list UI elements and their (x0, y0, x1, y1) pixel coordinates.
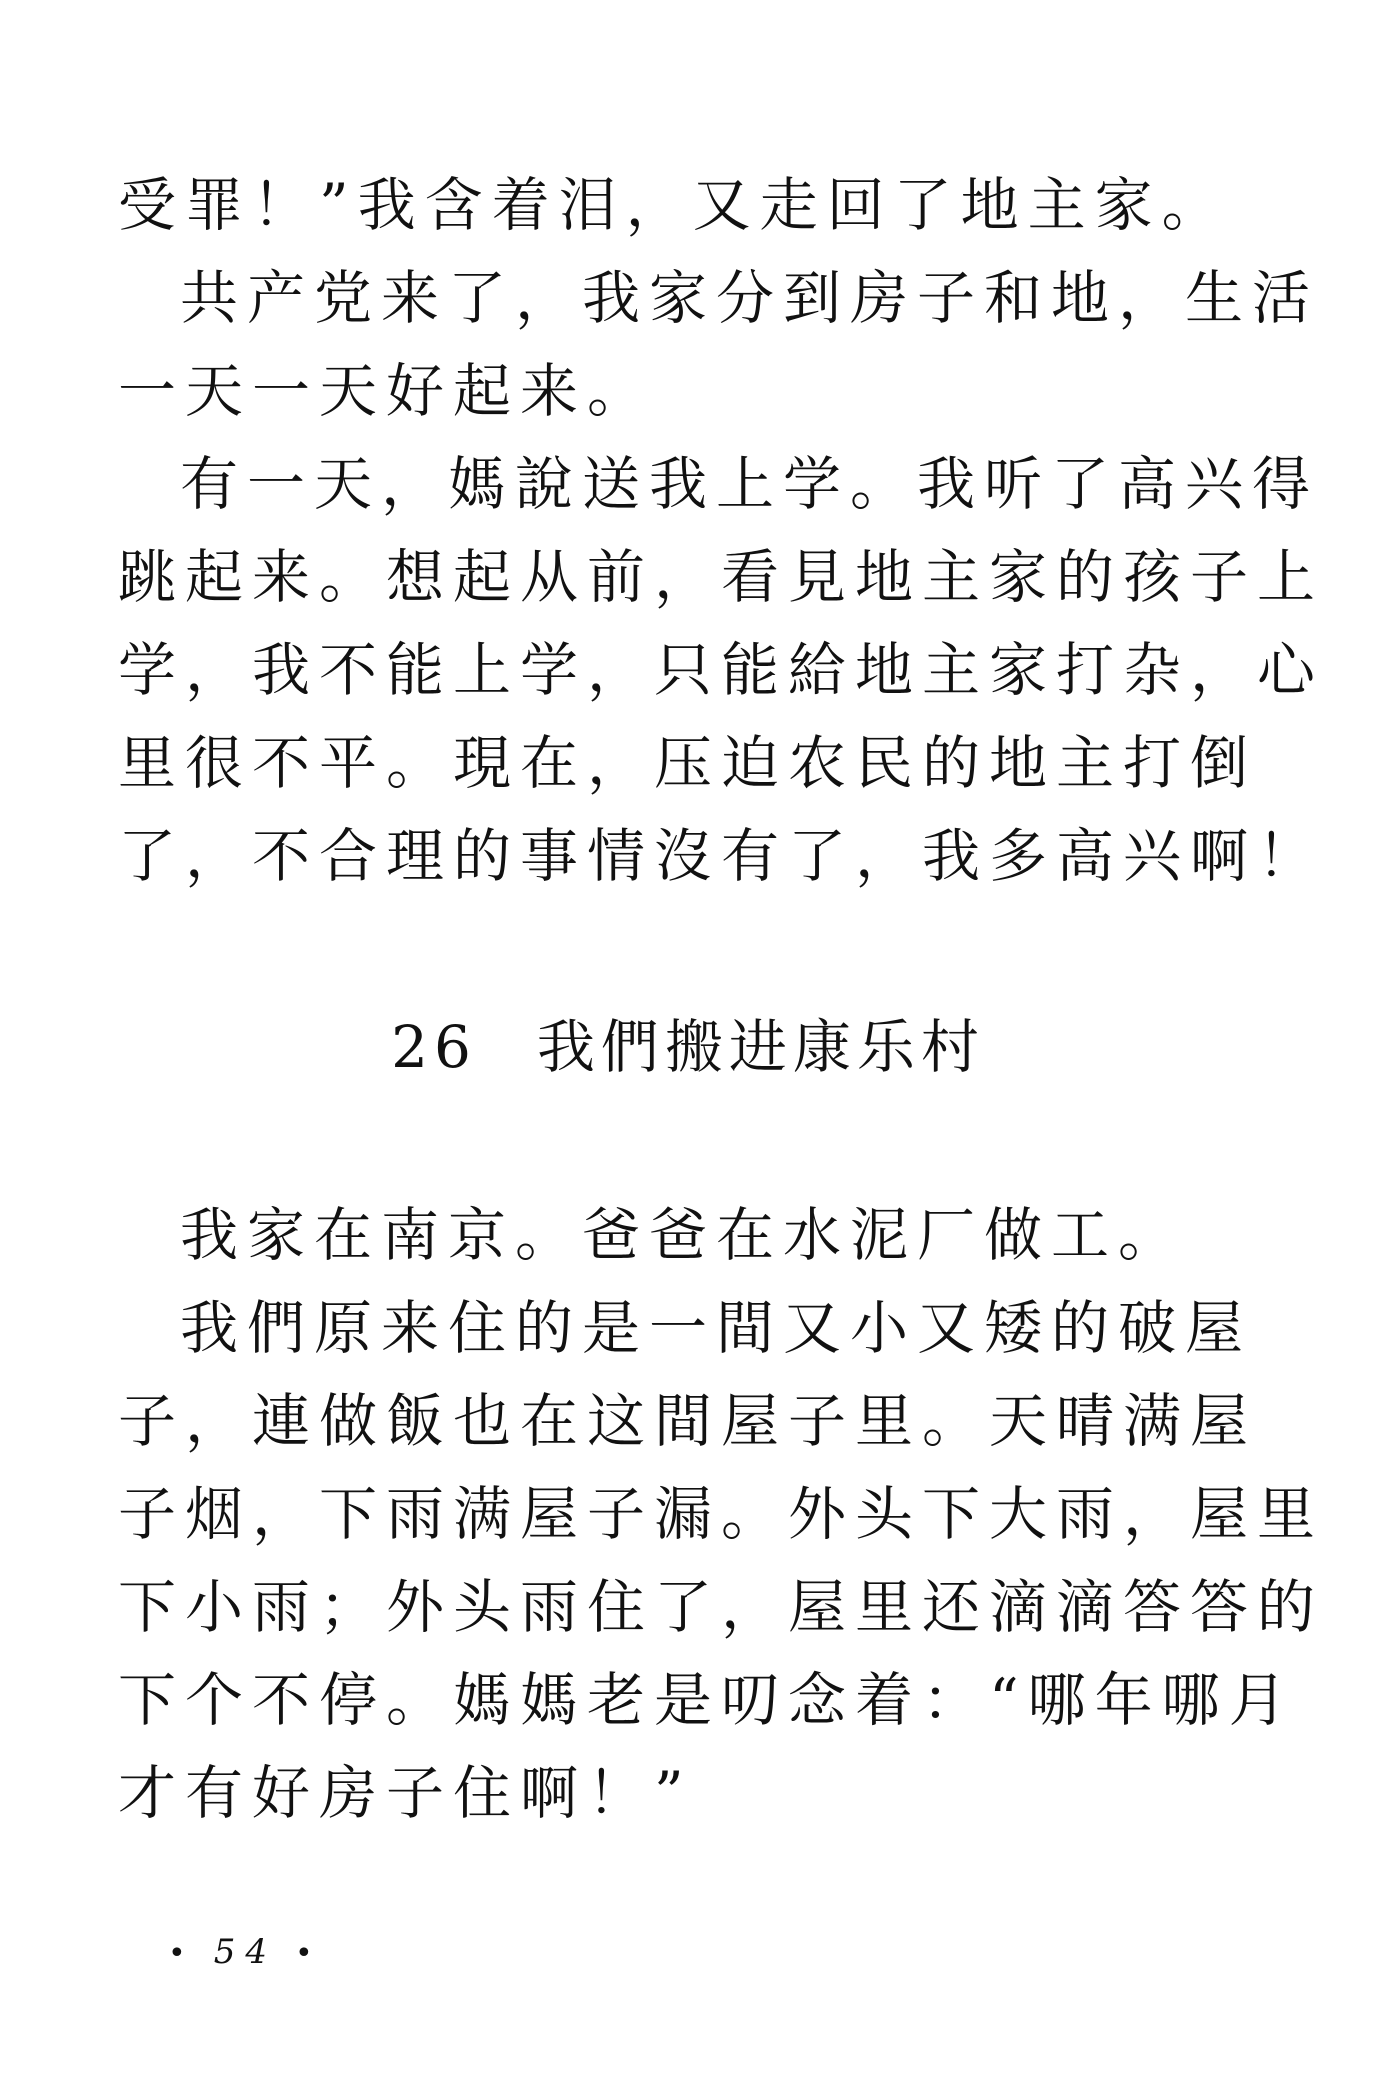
text-line: 跳起来。想起从前，看見地主家的孩子上 (118, 543, 1325, 611)
text-line: 里很不平。現在，压迫农民的地主打倒 (118, 729, 1258, 797)
paragraph-start-line: 共产党来了，我家分到房子和地，生活 (180, 264, 1320, 332)
text-line: 子，連做飯也在这間屋子里。天晴满屋 (118, 1387, 1258, 1455)
paragraph-start-line: 有一天，媽說送我上学。我听了高兴得 (180, 450, 1320, 518)
page-number (168, 1932, 323, 1972)
folio-dot-right: • (294, 1936, 323, 1971)
text-line: 下个不停。媽媽老是叨念着：“哪年哪月 (118, 1666, 1296, 1734)
text-line: 才有好房子住啊！” (118, 1759, 693, 1827)
folio-dot-left: • (168, 1936, 196, 1971)
section-heading (0, 1012, 1376, 1082)
text-line: 下小雨；外头雨住了，屋里还滴滴答答的 (118, 1573, 1325, 1641)
section-title: 我們搬进康乐村 (536, 1013, 985, 1081)
text-line: 了，不合理的事情沒有了，我多高兴啊！ (118, 822, 1325, 890)
text-line: 学，我不能上学，只能給地主家打杂，心 (118, 636, 1325, 704)
section-number: 26 (391, 1013, 477, 1081)
text-line: 一天一天好起来。 (118, 357, 655, 425)
text-line: 受罪！”我含着泪，又走回了地主家。 (118, 171, 1229, 239)
text-line: 子烟，下雨满屋子漏。外头下大雨，屋里 (118, 1480, 1325, 1548)
paragraph-start-line: 我家在南京。爸爸在水泥厂做工。 (180, 1201, 1186, 1269)
page-number-value: 54 (213, 1932, 277, 1972)
paragraph-start-line: 我們原来住的是一間又小又矮的破屋 (180, 1294, 1253, 1362)
